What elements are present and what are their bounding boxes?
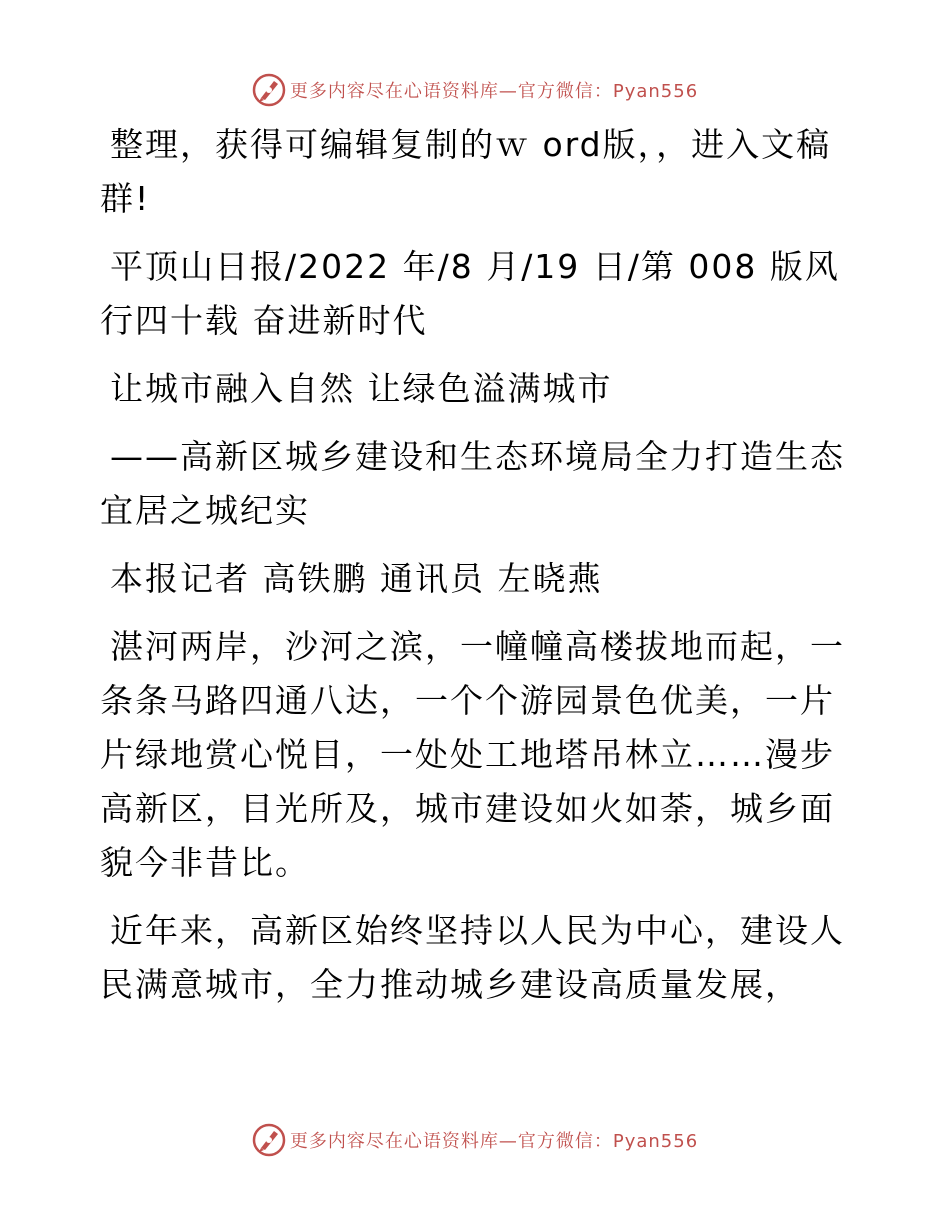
quill-pen-icon — [252, 1123, 286, 1157]
paragraph-body-1: 湛河两岸，沙河之滨，一幢幢高楼拔地而起，一条条马路四通八达，一个个游园景色优美，一片片绿地赏心悦目，一处处工地塔吊林立……漫步高新区，目光所及，城市建设如火如荼，城乡面貌今非昔比。 — [100, 627, 845, 882]
article-title: 让城市融入自然 让绿色溢满城市 — [110, 369, 613, 408]
paragraph-body-2: 近年来，高新区始终坚持以人民为中心，建设人民满意城市，全力推动城乡建设高质量发展， — [100, 911, 845, 1004]
paragraph-source: 平顶山日报/2022 年/8 月/19 日/第 008 版风行四十载 奋进新时代 — [100, 247, 840, 340]
article-byline: 本报记者 高铁鹏 通讯员 左晓燕 — [110, 559, 603, 598]
article-subtitle: ——高新区城乡建设和生态环境局全力打造生态宜居之城纪实 — [100, 437, 845, 530]
quill-pen-icon — [252, 73, 286, 107]
banner-text: 更多内容尽在心语资料库—官方微信：Pyan556 — [289, 81, 699, 102]
header-banner — [0, 70, 950, 110]
article-body — [100, 118, 860, 1026]
paragraph-intro: 整理，获得可编辑复制的ｗ ord版，，进入文稿群! — [100, 125, 832, 218]
banner-text: 更多内容尽在心语资料库—官方微信：Pyan556 — [289, 1131, 699, 1152]
footer-banner — [0, 1120, 950, 1160]
